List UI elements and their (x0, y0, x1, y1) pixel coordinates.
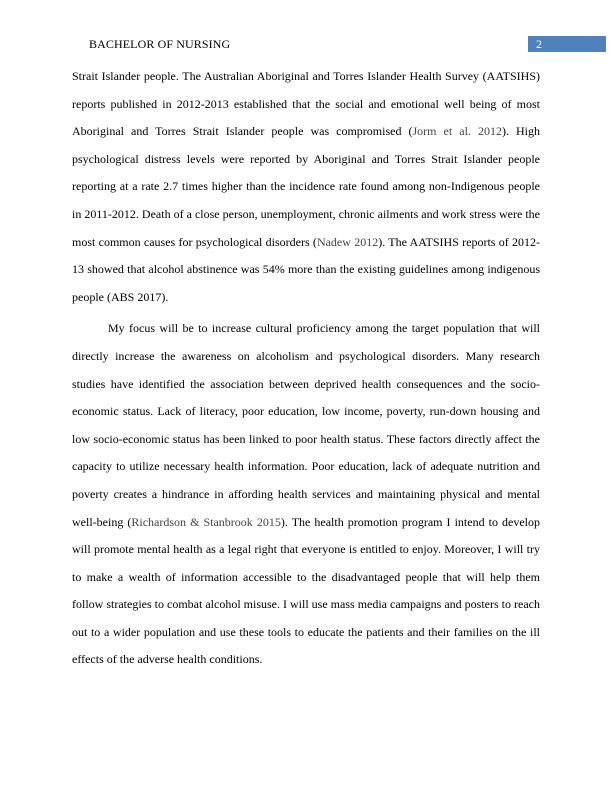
paragraph (72, 63, 540, 311)
page-number: 2 (536, 37, 542, 51)
citation: Nadew 2012 (316, 234, 379, 249)
paragraph-text: ). The AATSIHS reports of 2012-13 showed that alcohol abstinence was 54% more than the existing guidelines among indigenous people (ABS 2017). (72, 234, 541, 304)
citation: Richardson & Stanbrook 2015 (131, 514, 281, 529)
paragraph (72, 315, 540, 674)
paragraph-text: My focus will be to increase cultural proficiency among the target population that will directly increase the awareness on alcoholism and psychological disorders. Many research studies have identified the association between deprived health consequences and the socio-economic status. Lack of literacy, poor education, low income, poverty, run-down housing and low socio-economic status has been linked to poor health status. These factors directly affect the capacity to utilize necessary health information. Poor education, lack of adequate nutrition and poverty creates a hindrance in affording health services and maintaining physical and mental well-being ( (72, 321, 540, 529)
header-title: BACHELOR OF NURSING (89, 37, 231, 51)
paragraph-text: ). High psychological distress levels were reported by Aboriginal and Torres Strait Islander people reporting at a rate 2.7 times higher than the incidence rate found among non-Indigenous people in 2011-2012. Death of a close person, unemployment, chronic ailments and work stress were the most common causes for psychological disorders ( (72, 124, 540, 249)
paragraph-text: ). The health promotion program I intend to develop will promote mental health as a legal right that everyone is entitled to enjoy. Moreover, I will try to make a wealth of information accessible to the disadvantaged people that will help them follow strategies to combat alcohol misuse. I will use mass media campaigns and posters to reach out to a wider population and use these tools to educate the patients and their families on the ill effects of the adverse health conditions. (72, 514, 541, 667)
citation: Jorm et al. 2012 (412, 124, 502, 139)
paragraph-text: Strait Islander people. The Australian Aboriginal and Torres Islander Health Survey (AATSIHS) reports published in 2012-2013 established that the social and emotional well being of most Aboriginal and Torres Strait Islander people was compromised ( (72, 69, 540, 139)
document-body (72, 63, 540, 674)
page-header (72, 36, 606, 52)
page-number-box (528, 36, 606, 52)
